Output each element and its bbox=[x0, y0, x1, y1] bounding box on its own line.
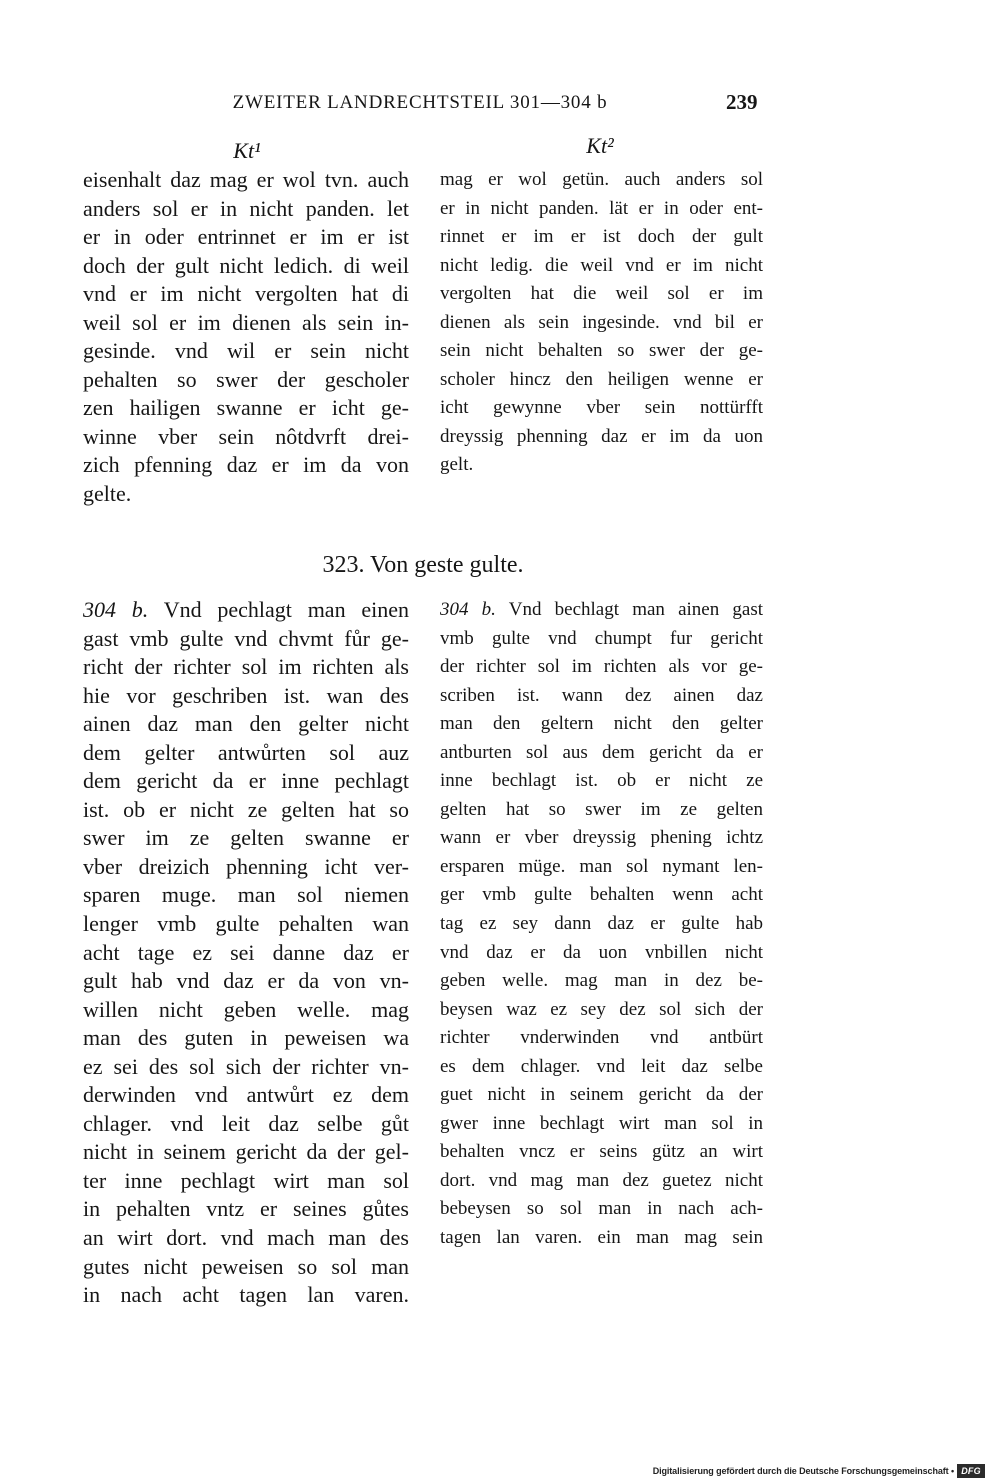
text-line: swer im ze gelten swanne er bbox=[83, 825, 409, 851]
text-line: icht gewynne vber sein nottürfft bbox=[440, 397, 763, 419]
text-line: pehalten so swer der gescholer bbox=[83, 366, 409, 392]
text-line: rinnet er im er ist doch der gult bbox=[440, 226, 763, 248]
text-line: dreyssig phenning daz er im da uon bbox=[440, 425, 763, 447]
text-line: ter inne pechlagt wirt man sol bbox=[83, 1167, 409, 1193]
dfg-logo: DFG bbox=[957, 1464, 985, 1478]
text-line: guet nicht in seinem gericht da der bbox=[440, 1084, 763, 1106]
text-line-content: Vnd bechlagt man ainen gast bbox=[508, 599, 763, 620]
text-line: beysen waz ez sey dez sol sich der bbox=[440, 998, 763, 1020]
text-line-content: Vnd pechlagt man einen bbox=[163, 597, 409, 622]
text-line: nicht ledig. die weil vnd er im nicht bbox=[440, 254, 763, 276]
left-column-continuation bbox=[83, 166, 409, 509]
text-line: hie vor geschriben ist. wan des bbox=[83, 682, 409, 708]
text-line: dienen als sein ingesinde. vnd bil er bbox=[440, 311, 763, 333]
text-line: in pehalten vntz er seines gůtes bbox=[83, 1196, 409, 1222]
right-column-section bbox=[440, 596, 763, 1253]
section-heading: 323. Von geste gulte. bbox=[322, 552, 524, 578]
text-line: dem gelter antwůrten sol auz bbox=[83, 739, 409, 765]
text-line: lenger vmb gulte pehalten wan bbox=[83, 911, 409, 937]
text-line: es dem chlager. vnd leit daz selbe bbox=[440, 1055, 763, 1077]
text-line: man des guten in peweisen wa bbox=[83, 1025, 409, 1051]
text-line: ainen daz man den gelter nicht bbox=[83, 711, 409, 737]
text-line: in nach acht tagen lan varen. bbox=[83, 1282, 409, 1308]
text-line: gast vmb gulte vnd chvmt fůr ge- bbox=[83, 625, 409, 651]
text-line: gelten hat so swer im ze gelten bbox=[440, 798, 763, 820]
text-line: geben welle. mag man in dez be- bbox=[440, 970, 763, 992]
column-heading-kt1: Kt¹ bbox=[233, 138, 261, 163]
text-line: gwer inne bechlagt wirt man sol in bbox=[440, 1112, 763, 1134]
text-line: dem gericht da er inne pechlagt bbox=[83, 768, 409, 794]
text-line: willen nicht geben welle. mag bbox=[83, 996, 409, 1022]
text-line: doch der gult nicht ledich. di weil bbox=[83, 252, 409, 278]
text-line: ersparen müge. man sol nymant len- bbox=[440, 855, 763, 877]
text-line: wann er vber dreyssig phening ichtz bbox=[440, 827, 763, 849]
text-line: man den geltern nicht den gelter bbox=[440, 713, 763, 735]
text-line: dort. vnd mag man dez guetez nicht bbox=[440, 1169, 763, 1191]
text-line: scriben ist. wann dez ainen daz bbox=[440, 684, 763, 706]
text-line: tag ez sey dann daz er gulte hab bbox=[440, 913, 763, 935]
text-line: bebeysen so sol man in nach ach- bbox=[440, 1198, 763, 1220]
text-line: sparen muge. man sol niemen bbox=[83, 882, 409, 908]
text-line: zich pfenning daz er im da von bbox=[83, 452, 409, 478]
text-line: winne vber sein nôtdvrft drei- bbox=[83, 423, 409, 449]
left-column-section bbox=[83, 596, 409, 1310]
text-line: richt der richter sol im richten als bbox=[83, 654, 409, 680]
text-line: er in oder entrinnet er im er ist bbox=[83, 224, 409, 250]
text-line: gelt. bbox=[440, 454, 474, 476]
text-line: scholer hincz den heiligen wenne er bbox=[440, 368, 763, 390]
text-line: zen hailigen swanne er icht ge- bbox=[83, 395, 409, 421]
text-line: acht tage ez sei danne daz er bbox=[83, 939, 409, 965]
text-line: weil sol er im dienen als sein in- bbox=[83, 309, 409, 335]
text-line: ez sei des sol sich der richter vn- bbox=[83, 1053, 409, 1079]
text-line: nicht in seinem gericht da der gel- bbox=[83, 1139, 409, 1165]
text-line bbox=[83, 596, 409, 625]
text-line: er in nicht panden. lät er in oder ent- bbox=[440, 197, 763, 219]
text-line: vergolten hat die weil sol er im bbox=[440, 283, 763, 305]
page-number: 239 bbox=[726, 90, 758, 114]
text-line: an wirt dort. vnd mach man des bbox=[83, 1225, 409, 1251]
text-line: richter vnderwinden vnd antbürt bbox=[440, 1027, 763, 1049]
text-line: gesinde. vnd wil er sein nicht bbox=[83, 338, 409, 364]
text-line: der richter sol im richten als vor ge- bbox=[440, 656, 763, 678]
right-column-continuation bbox=[440, 166, 763, 480]
text-line: antburten sol aus dem gericht da er bbox=[440, 741, 763, 763]
text-line: vmb gulte vnd chumpt fur gericht bbox=[440, 627, 763, 649]
text-line: sein nicht behalten so swer der ge- bbox=[440, 340, 763, 362]
text-line: anders sol er in nicht panden. let bbox=[83, 195, 409, 221]
text-line bbox=[440, 596, 763, 625]
text-line: vnd er im nicht vergolten hat di bbox=[83, 281, 409, 307]
text-line: eisenhalt daz mag er wol tvn. auch bbox=[83, 167, 409, 192]
section-reference: 304 b. bbox=[440, 599, 496, 620]
text-line: behalten vncz er seins gütz an wirt bbox=[440, 1141, 763, 1163]
text-line: chlager. vnd leit daz selbe gůt bbox=[83, 1110, 409, 1136]
running-title: ZWEITER LANDRECHTSTEIL 301—304 b bbox=[232, 92, 608, 113]
text-line: inne bechlagt ist. ob er nicht ze bbox=[440, 770, 763, 792]
text-line: derwinden vnd antwůrt ez dem bbox=[83, 1082, 409, 1108]
text-line: gult hab vnd daz er da von vn- bbox=[83, 968, 409, 994]
digitization-credit: Digitalisierung gefördert durch die Deutsche Forschungsgemeinschaft • bbox=[652, 1466, 954, 1476]
text-line: mag er wol getün. auch anders sol bbox=[440, 169, 763, 190]
text-line: tagen lan varen. ein man mag sein bbox=[440, 1227, 763, 1249]
text-line: ger vmb gulte behalten wenn acht bbox=[440, 884, 763, 906]
text-line: vber dreizich phenning icht ver- bbox=[83, 853, 409, 879]
text-line: gelte. bbox=[83, 481, 132, 507]
text-line: ist. ob er nicht ze gelten hat so bbox=[83, 796, 409, 822]
text-line: gutes nicht peweisen so sol man bbox=[83, 1253, 409, 1279]
text-line: vnd daz er da uon vnbillen nicht bbox=[440, 941, 763, 963]
column-heading-kt2: Kt² bbox=[586, 133, 614, 158]
section-reference: 304 b. bbox=[83, 597, 149, 622]
